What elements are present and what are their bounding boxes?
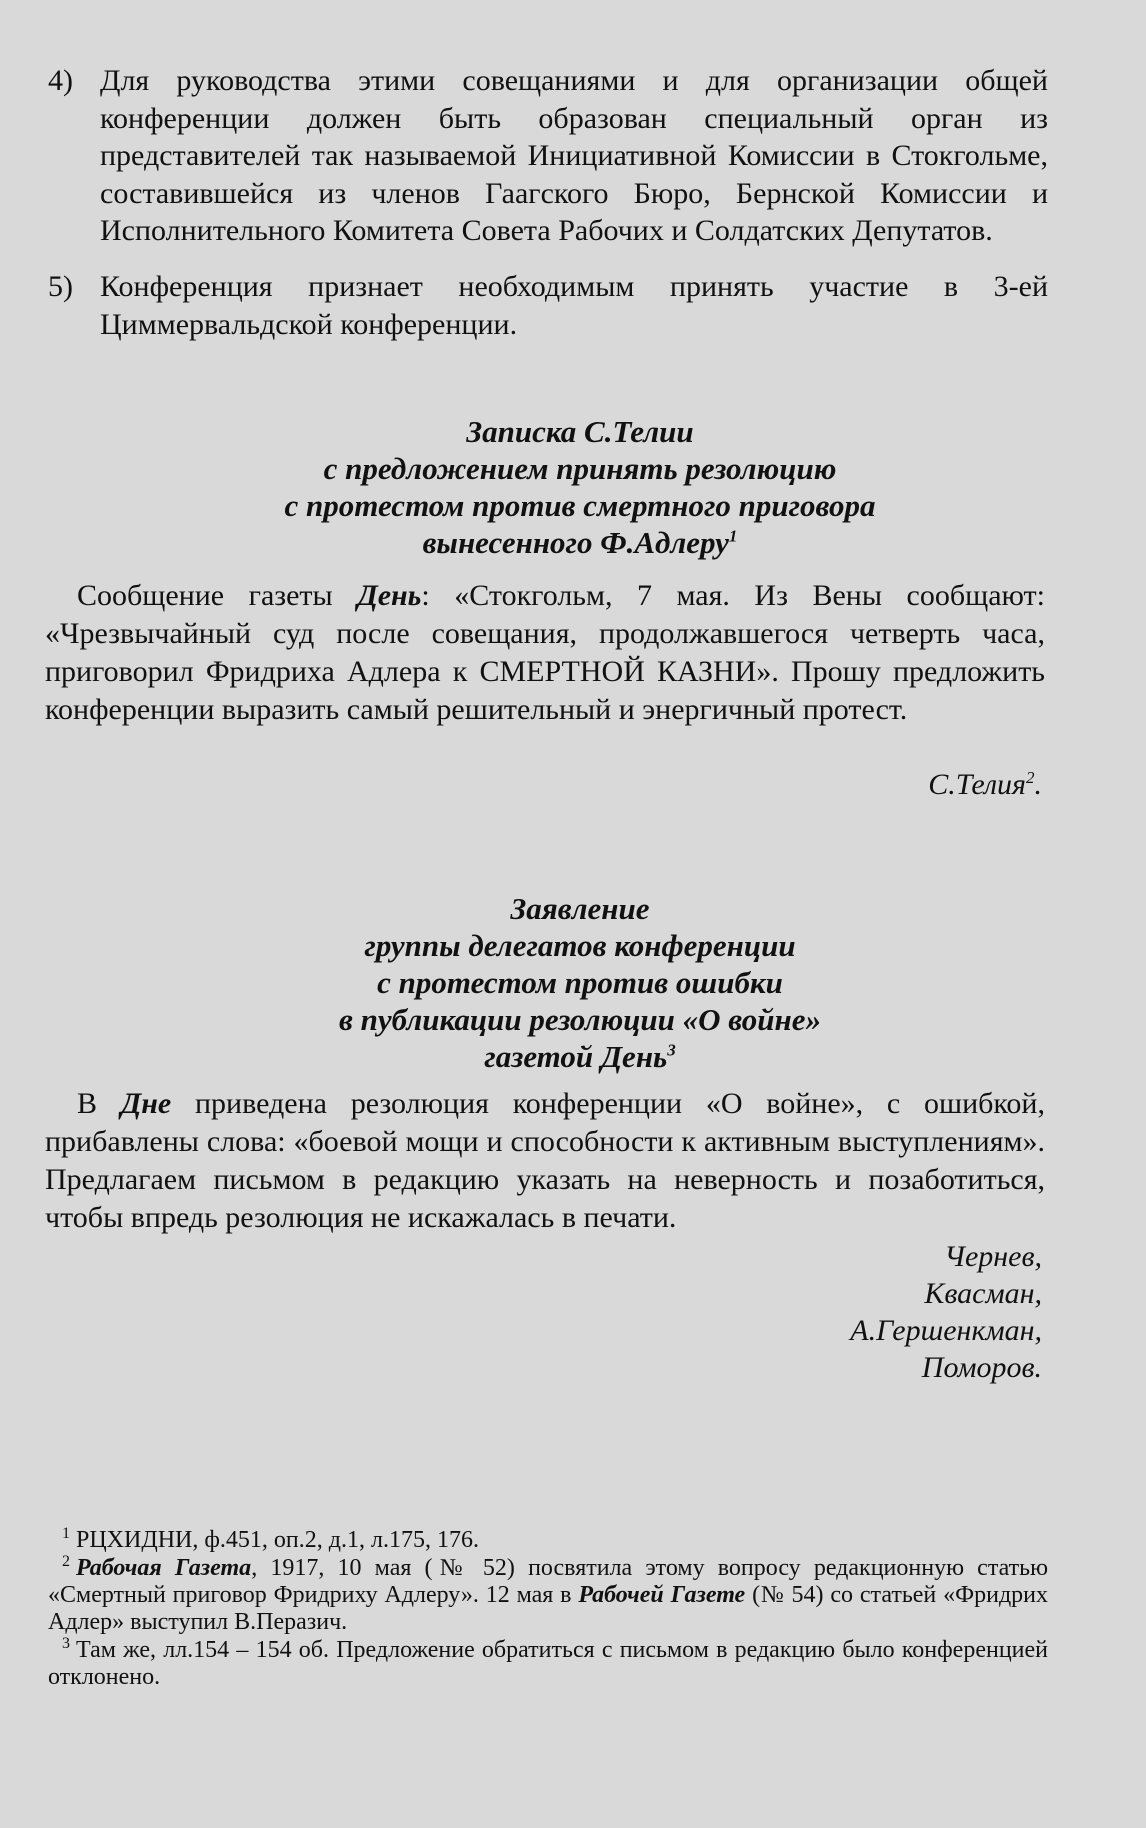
- footnote-ref: 2: [1026, 768, 1035, 787]
- item-text: Для руководства этими совещаниями и для организации общей конференции должен быть образован специальный орган из представителей так называемой Инициативной Комиссии в Стокгольме, составившейся из членов Гаагского Бюро, Бернской Комиссии и Исполнительного Комитета Совета Рабочих и Солдатских Депутатов.: [100, 64, 1048, 247]
- footnote-ref: 1: [728, 526, 738, 546]
- signature-telia: С.Телия$^2$.: [928, 768, 1042, 801]
- signature: Чернев,: [944, 1240, 1042, 1273]
- heading-line: с протестом против смертного приговора: [284, 488, 876, 523]
- item-number: 5): [48, 270, 73, 303]
- heading-line: в публикации резолюции «О войне»: [339, 1002, 821, 1037]
- footnote-1: $^1$ РЦХИДНИ, ф.451, оп.2, д.1, л.175, 176.: [62, 1525, 479, 1553]
- newspaper-name: Рабочей Газете: [578, 1582, 746, 1608]
- item-number: 4): [48, 64, 73, 97]
- footnote-3: $^3$ Там же, лл.154 – 154 об. Предложение обратиться с письмом в редакцию было конференцией отклонено.: [48, 1635, 1048, 1690]
- section-paragraph-telia: Сообщение газеты День: «Стокгольм, 7 мая. Из Вены сообщают: «Чрезвычайный суд после совещания, продолжавшегося четверть часа, приговорил Фридриха Адлера к СМЕРТНОЙ КАЗНИ». Прошу предложить конференции выразить самый решительный и энергичный протест.: [45, 579, 1045, 726]
- signature: Поморов.: [921, 1351, 1042, 1384]
- heading-line: с протестом против ошибки: [377, 965, 783, 1000]
- heading-line: вынесенного Ф.Адлеру$^1$: [422, 525, 738, 560]
- footnote-mark: 3: [62, 1635, 70, 1652]
- signatures-group: [850, 1238, 1042, 1386]
- section-heading-telia: [180, 413, 980, 561]
- list-item-5: [48, 268, 1048, 343]
- footnote-mark: 2: [62, 1553, 70, 1570]
- newspaper-name: Дне: [120, 1087, 172, 1120]
- heading-line: Заявление: [510, 891, 650, 926]
- newspaper-name: Рабочая Газета: [76, 1555, 252, 1581]
- newspaper-name: День: [357, 579, 422, 612]
- heading-line: с предложением принять резолюцию: [323, 451, 837, 486]
- heading-line: газетой День$^3$: [484, 1039, 676, 1074]
- footnote-mark: 1: [62, 1525, 70, 1542]
- signature: А.Гершенкман,: [850, 1314, 1042, 1347]
- footnote-2: $^2$ Рабочая Газета, 1917, 10 мая (№ 52) посвятила этому вопросу редакционную статью «Смертный приговор Фридриху Адлеру». 12 мая в Рабочей Газете (№ 54) со статьей «Фридрих Адлер» выступил В.Перазич.: [48, 1553, 1048, 1635]
- item-text: Конференция признает необходимым принять участие в 3-ей Циммервальдской конференции.: [100, 270, 1048, 341]
- list-item-4: [48, 62, 1048, 250]
- signature: Квасман,: [924, 1277, 1042, 1310]
- section-heading-statement: [180, 890, 980, 1075]
- heading-line: группы делегатов конференции: [364, 928, 796, 963]
- footnote-ref: 3: [667, 1040, 676, 1060]
- section-paragraph-statement: В Дне приведена резолюция конференции «О войне», с ошибкой, прибавлены слова: «боевой мощи и способности к активным выступлениям». Предлагаем письмом в редакцию указать на неверность и позаботиться, чтобы впредь резолюция не искажалась в печати.: [45, 1087, 1045, 1234]
- heading-line: Записка С.Телии: [466, 414, 694, 449]
